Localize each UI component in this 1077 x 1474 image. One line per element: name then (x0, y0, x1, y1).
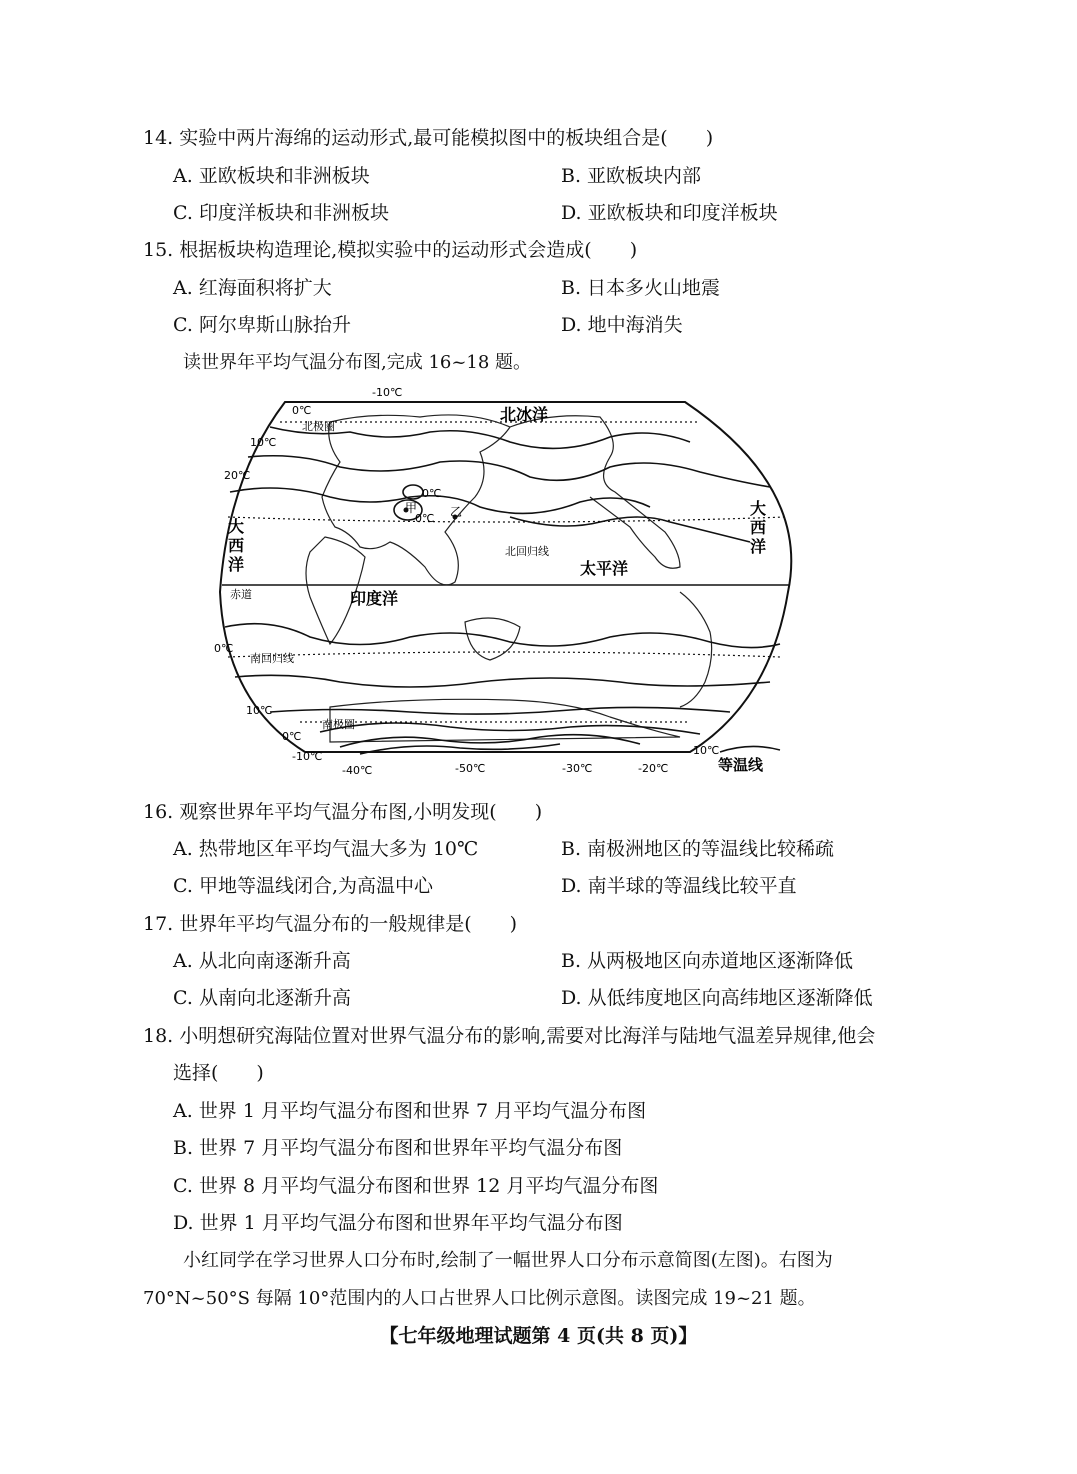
q15-stem: 15. 根据板块构造理论,模拟实验中的运动形式会造成( ) (143, 239, 638, 261)
label-pacific: 太平洋 (580, 559, 629, 578)
q15-option-a: A. 红海面积将扩大 (173, 277, 332, 299)
isotherm-line (235, 675, 770, 687)
temp-label: 10℃ (693, 744, 720, 757)
isotherm-line (270, 707, 730, 714)
q16-option-a: A. 热带地区年平均气温大多为 10℃ (173, 838, 479, 860)
q16-stem: 16. 观察世界年平均气温分布图,小明发现( ) (143, 801, 543, 823)
q17-option-a: A. 从北向南逐渐升高 (173, 950, 351, 972)
q17-option-b: B. 从两极地区向赤道地区逐渐降低 (561, 950, 854, 972)
temp-label: 0℃ (422, 487, 442, 500)
q14-option-c: C. 印度洋板块和非洲板块 (173, 202, 389, 224)
q16-option-d: D. 南半球的等温线比较平直 (561, 875, 797, 897)
temp-label: 10℃ (250, 436, 277, 449)
label-arctic-circle: 北极圈 (302, 420, 335, 433)
q18-option-b: B. 世界 7 月平均气温分布图和世界年平均气温分布图 (173, 1137, 623, 1159)
q14-stem: 14. 实验中两片海绵的运动形式,最可能模拟图中的板块组合是( ) (143, 127, 714, 149)
svg-text:大西洋: 大西洋 (750, 499, 767, 556)
q14-option-d: D. 亚欧板块和印度洋板块 (561, 202, 778, 224)
temp-label: 0℃ (214, 642, 234, 655)
page-footer: 【七年级地理试题第 4 页(共 8 页)】 (379, 1325, 698, 1347)
world-temperature-map (210, 382, 800, 777)
label-tropic-cancer: 北回归线 (505, 545, 549, 558)
q15-option-b: B. 日本多火山地震 (561, 277, 721, 299)
temp-label: 0℃ (292, 404, 312, 417)
label-atlantic-left (228, 517, 244, 574)
q15-option-d: D. 地中海消失 (561, 314, 683, 336)
label-legend-isotherm: 等温线 (718, 756, 764, 774)
label-arctic-ocean: 北冰洋 (500, 405, 549, 424)
q18-stem: 18. 小明想研究海陆位置对世界气温分布的影响,需要对比海洋与陆地气温差异规律,他会 (143, 1025, 876, 1047)
q17-option-d: D. 从低纬度地区向高纬地区逐渐降低 (561, 987, 873, 1009)
temperature-labels (214, 386, 719, 777)
label-jia: 甲 (405, 501, 418, 515)
isotherm-line (248, 456, 770, 487)
temp-label: -20℃ (638, 762, 669, 775)
label-antarctic-circle: 南极圈 (322, 718, 355, 731)
isotherm-line (320, 723, 700, 734)
q14-option-a: A. 亚欧板块和非洲板块 (173, 165, 370, 187)
continents (306, 415, 712, 742)
q18-stem-continued: 选择( ) (173, 1062, 264, 1084)
q16-option-b: B. 南极洲地区的等温线比较稀疏 (561, 838, 835, 860)
q14-option-b: B. 亚欧板块内部 (561, 165, 702, 187)
q18-option-c: C. 世界 8 月平均气温分布图和世界 12 月平均气温分布图 (173, 1175, 659, 1197)
isotherm-line (225, 624, 780, 648)
q15-option-c: C. 阿尔卑斯山脉抬升 (173, 314, 351, 336)
temp-label: 10℃ (246, 704, 273, 717)
intro-19-21-line1: 小红同学在学习世界人口分布时,绘制了一幅世界人口分布示意简图(左图)。右图为 (183, 1250, 833, 1271)
intro-19-21-line2: 70°N~50°S 每隔 10°范围内的人口占世界人口比例示意图。读图完成 19~21 题。 (143, 1288, 816, 1309)
intro-16-18: 读世界年平均气温分布图,完成 16~18 题。 (183, 352, 532, 373)
label-yi: 乙 (450, 505, 463, 519)
label-indian: 印度洋 (350, 589, 399, 608)
q18-option-d: D. 世界 1 月平均气温分布图和世界年平均气温分布图 (173, 1212, 623, 1234)
label-tropic-capricorn: 南回归线 (250, 652, 294, 665)
label-atlantic-right (750, 499, 766, 556)
svg-text:大西洋: 大西洋 (228, 517, 245, 574)
temp-label: -10℃ (292, 750, 323, 763)
isotherm-line (510, 517, 750, 542)
q18-option-a: A. 世界 1 月平均气温分布图和世界 7 月平均气温分布图 (173, 1100, 647, 1122)
temp-label: -40℃ (342, 764, 373, 777)
temp-label: -30℃ (562, 762, 593, 775)
q17-option-c: C. 从南向北逐渐升高 (173, 987, 351, 1009)
temp-label: 0℃ (415, 512, 435, 525)
q16-option-c: C. 甲地等温线闭合,为高温中心 (173, 875, 433, 897)
temp-label: -50℃ (455, 762, 486, 775)
temp-label: 20℃ (224, 469, 251, 482)
q17-stem: 17. 世界年平均气温分布的一般规律是( ) (143, 913, 518, 935)
tropic-cancer-line (228, 517, 785, 522)
label-equator: 赤道 (230, 588, 252, 601)
temp-label: 0℃ (282, 730, 302, 743)
legend-isotherm-sample (720, 746, 780, 752)
temp-label: -10℃ (372, 386, 403, 399)
